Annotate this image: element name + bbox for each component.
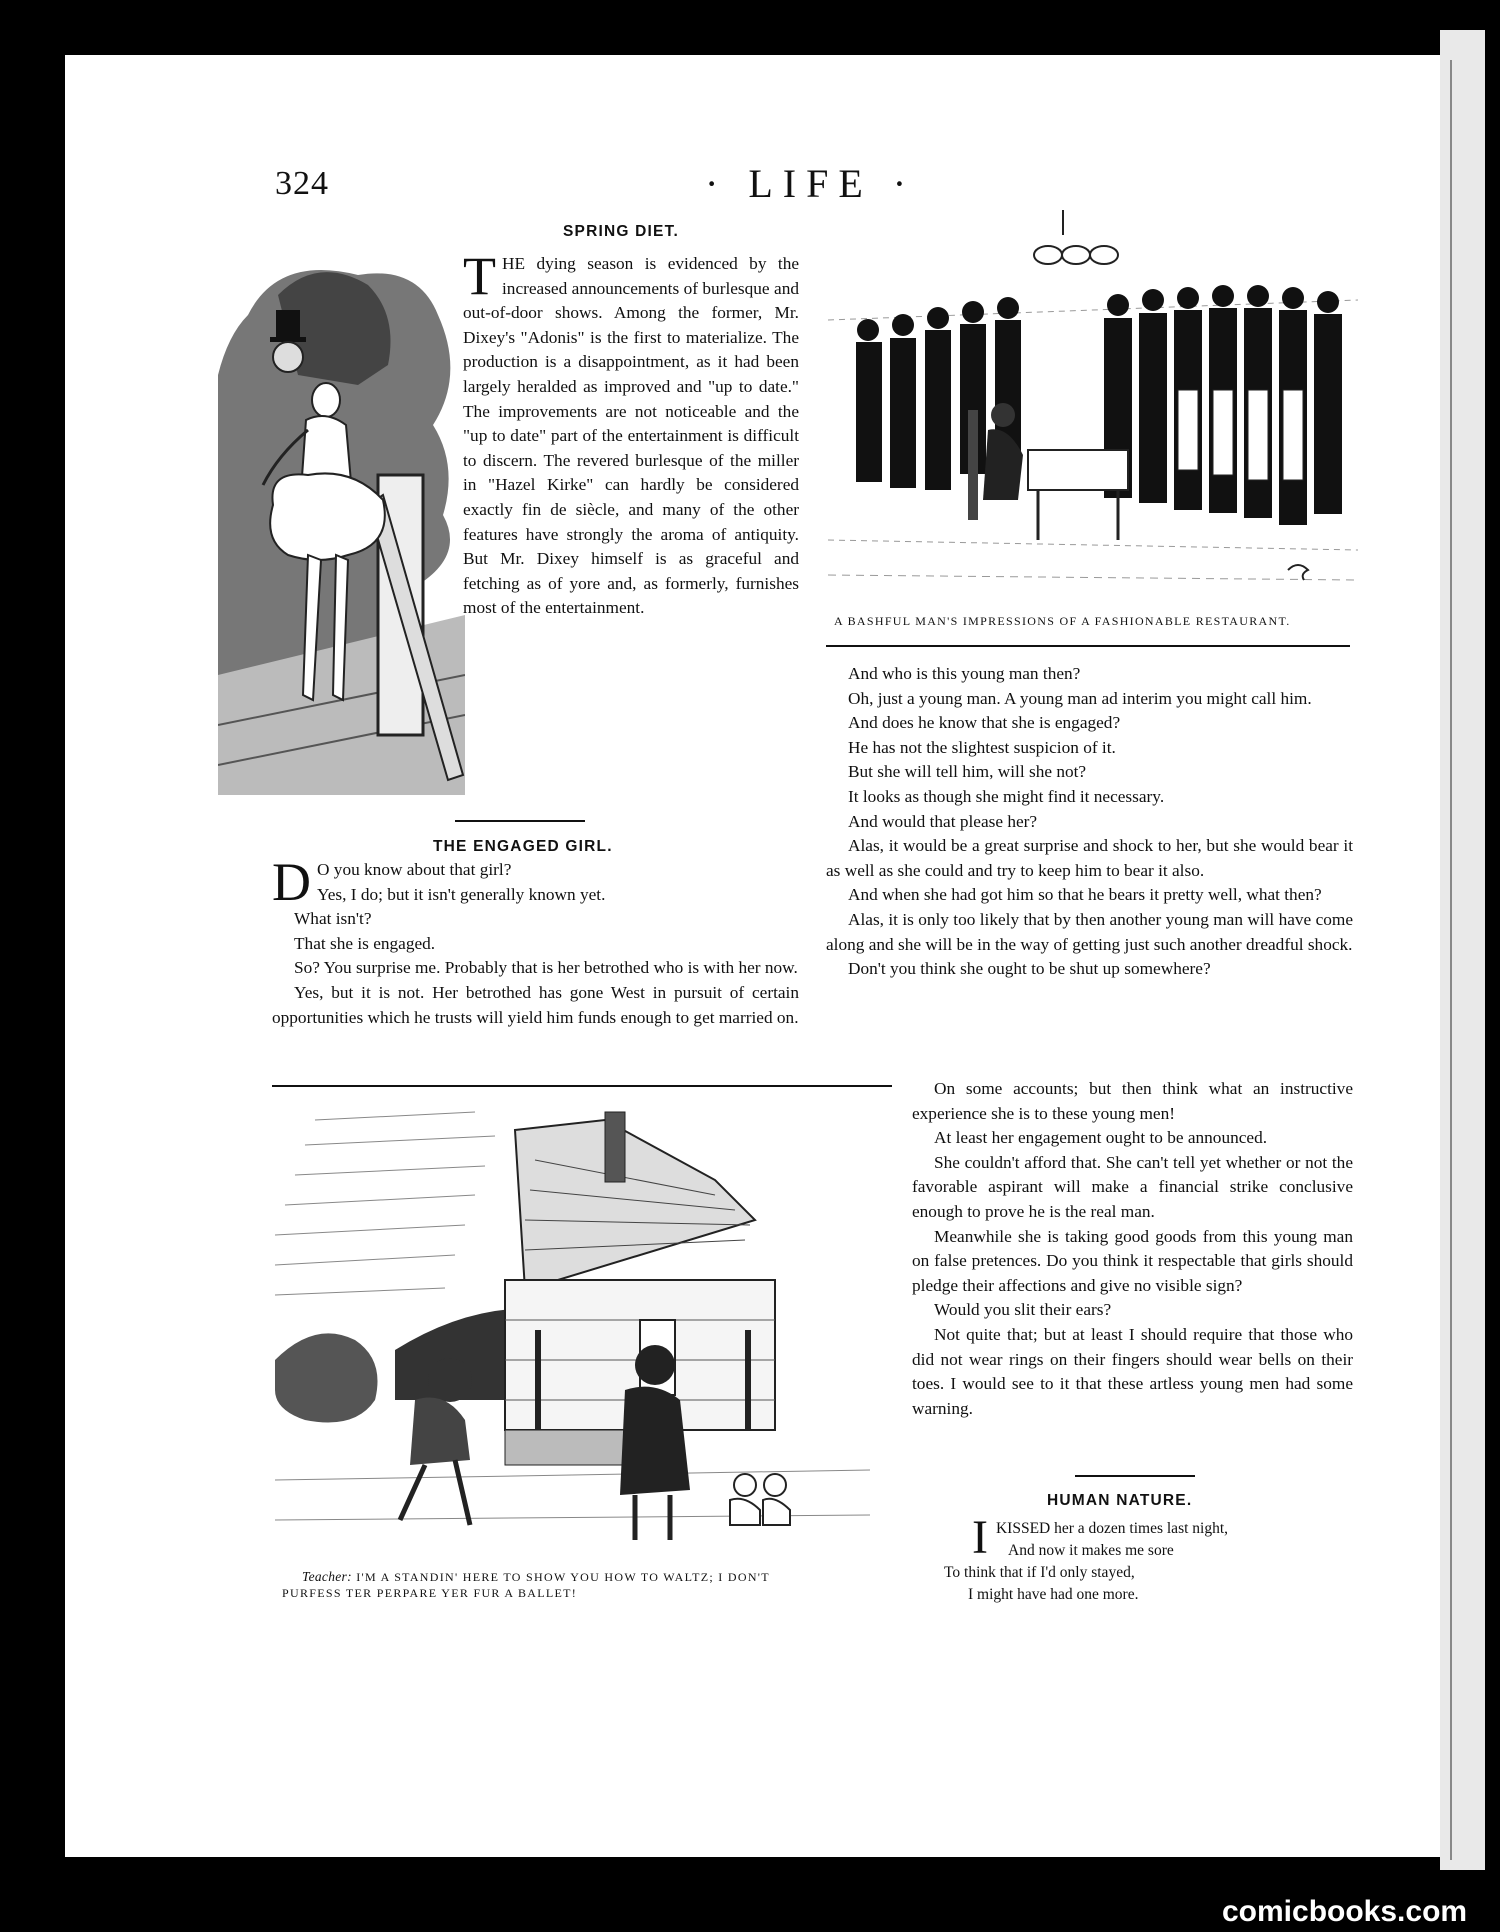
engaged-girl-paragraph: Oh, just a young man. A young man ad interim you might call him. bbox=[848, 688, 1312, 708]
engaged-girl-paragraph: And would that please her? bbox=[848, 811, 1038, 831]
spring-diet-drop-cap: T bbox=[463, 246, 496, 306]
human-nature-heading: HUMAN NATURE. bbox=[1047, 1492, 1193, 1509]
restaurant-caption: A BASHFUL MAN'S IMPRESSIONS OF A FASHIONABLE RESTAURANT. bbox=[834, 614, 1291, 628]
engaged-girl-paragraph: It looks as though she might find it necessary. bbox=[848, 786, 1165, 806]
engaged-girl-paragraph: Alas, it would be a great surprise and shock to her, but she would bear it as well as she could and try to keep him to bear it also. bbox=[826, 836, 1353, 880]
engaged-girl-lower-column bbox=[912, 1077, 1353, 1421]
waltz-caption-line2: PURFESS TER PERPARE YER FUR A BALLET! bbox=[282, 1586, 578, 1600]
engaged-girl-paragraph: Don't you think she ought to be shut up somewhere? bbox=[848, 959, 1211, 979]
engaged-girl-paragraph: She couldn't afford that. She can't tell yet whether or not the favorable aspirant will make a financial strike conclusive enough to prove he is the real man. bbox=[912, 1152, 1353, 1221]
engaged-girl-top-rule bbox=[455, 820, 585, 822]
engaged-girl-paragraph: So? You surprise me. Probably that is her betrothed who is with her now. bbox=[294, 958, 798, 978]
engaged-girl-paragraph: Would you slit their ears? bbox=[934, 1300, 1112, 1320]
engaged-girl-paragraph: Yes, I do; but it isn't generally known yet. bbox=[317, 884, 606, 904]
engaged-girl-paragraph: And does he know that she is engaged? bbox=[848, 713, 1121, 733]
human-nature-drop-cap: I bbox=[972, 1511, 988, 1564]
engaged-girl-paragraph: Not quite that; but at least I should require that those who did not wear rings on their fingers should wear bells on their toes. I would see to it that these artless young men had some warning. bbox=[912, 1324, 1353, 1418]
waltz-caption-speaker: Teacher: bbox=[302, 1569, 352, 1584]
engaged-girl-paragraph: Yes, but it is not. Her betrothed has gone West in pursuit of certain opportunities which he trusts will yield him funds enough to get married on. bbox=[272, 982, 799, 1027]
engaged-girl-heading: THE ENGAGED GIRL. bbox=[433, 838, 613, 855]
engaged-girl-drop-cap: D bbox=[272, 852, 311, 912]
waltz-caption bbox=[302, 1568, 862, 1586]
masthead-title: · LIFE · bbox=[705, 161, 917, 206]
waltz-caption-line1: I'M A STANDIN' HERE TO SHOW YOU HOW TO WALTZ; I DON'T bbox=[356, 1570, 770, 1584]
poem-line-1: KISSED her a dozen times last night, bbox=[995, 1520, 1229, 1537]
spring-diet-article bbox=[463, 246, 799, 621]
engaged-girl-paragraph: And who is this young man then? bbox=[848, 664, 1081, 683]
engaged-girl-paragraph: O you know about that girl? bbox=[317, 860, 512, 879]
waltz-illustration bbox=[275, 1100, 870, 1555]
poem-line-2: And now it makes me sore bbox=[1008, 1542, 1174, 1559]
dancer-illustration bbox=[218, 255, 465, 795]
engaged-girl-paragraph: He has not the slightest suspicion of it. bbox=[848, 737, 1116, 757]
engaged-girl-left-column bbox=[272, 852, 799, 1030]
engaged-girl-paragraph: And when she had got him so that he bears it pretty well, what then? bbox=[848, 885, 1322, 905]
human-nature-poem bbox=[944, 1511, 1229, 1606]
spring-diet-paragraph: HE dying season is evidenced by the increased announcements of burlesque and out-of-door shows. Among the former, Mr. Dixey's "Adonis" is the first to materialize. The production is a disappointment, as it had been largely heralded as improved and "up to date." The improvements are not noticeable and the "up to date" part of the entertainment is difficult to discern. The revered burlesque of the miller in "Hazel Kirke" can hardly be considered exactly fin de siècle, and many of the other features have strongly the aroma of antiquity. But Mr. Dixey himself is as graceful and fetching as of yore and, as formerly, furnishes most of the entertainment. bbox=[463, 254, 799, 618]
human-nature-top-rule bbox=[1075, 1475, 1195, 1477]
engaged-girl-paragraph: That she is engaged. bbox=[294, 933, 436, 953]
engaged-girl-right-column bbox=[826, 662, 1353, 982]
poem-line-3: To think that if I'd only stayed, bbox=[944, 1564, 1135, 1581]
restaurant-illustration bbox=[828, 210, 1358, 605]
engaged-girl-paragraph: What isn't? bbox=[294, 909, 372, 929]
engaged-girl-paragraph: Meanwhile she is taking good goods from this young man on false pretences. Do you think it respectable that girls should pledge their affections and give no visible sign? bbox=[912, 1226, 1353, 1295]
restaurant-rule bbox=[826, 645, 1350, 647]
engaged-girl-paragraph: Alas, it is only too likely that by then another young man will have come along and she will be in the way of getting just such another dreadful shock. bbox=[826, 909, 1353, 954]
watermark: comicbooks.com bbox=[1222, 1895, 1468, 1928]
waltz-cartoon-top-rule bbox=[272, 1085, 892, 1087]
poem-line-4: I might have had one more. bbox=[968, 1586, 1139, 1603]
engaged-girl-paragraph: At least her engagement ought to be announced. bbox=[934, 1128, 1268, 1148]
engaged-girl-paragraph: But she will tell him, will she not? bbox=[848, 762, 1087, 782]
spring-diet-heading: SPRING DIET. bbox=[563, 223, 680, 240]
adjacent-page-edge bbox=[1440, 30, 1485, 1870]
engaged-girl-paragraph: On some accounts; but then think what an instructive experience she is to these young men! bbox=[912, 1079, 1353, 1123]
page-number: 324 bbox=[275, 165, 329, 202]
